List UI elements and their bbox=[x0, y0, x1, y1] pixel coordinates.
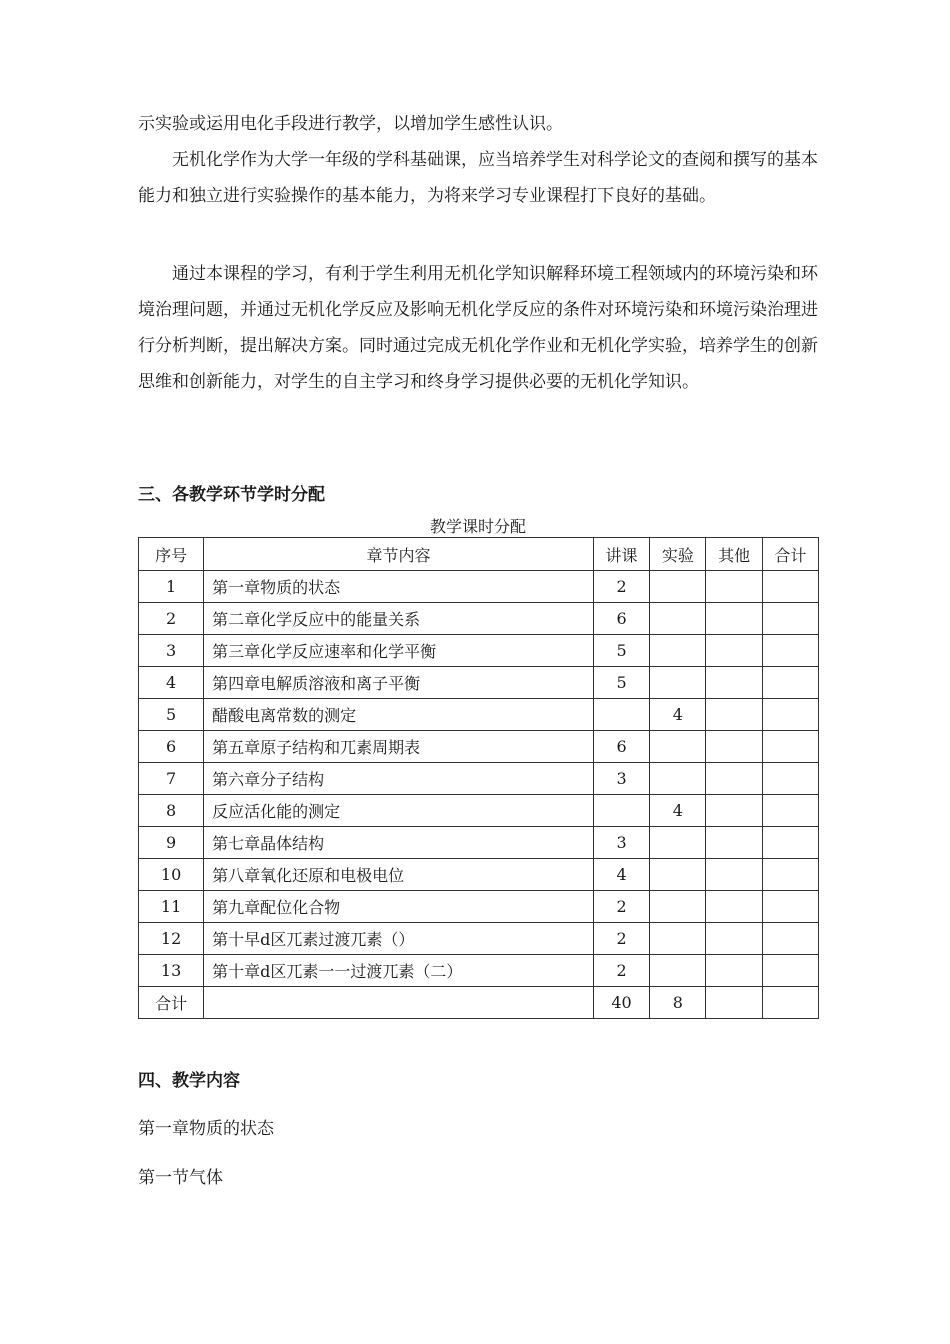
table-row bbox=[139, 699, 819, 731]
cell-other bbox=[706, 571, 762, 603]
table-caption: 教学课时分配 bbox=[429, 517, 526, 536]
header-total: 合计 bbox=[762, 538, 818, 571]
table-header-row bbox=[139, 538, 819, 571]
header-chapter: 章节内容 bbox=[204, 538, 594, 571]
cell-chapter: 第一章物质的状态 bbox=[204, 571, 594, 603]
cell-chapter: 醋酸电离常数的测定 bbox=[204, 699, 594, 731]
cell-other bbox=[706, 667, 762, 699]
cell-lab bbox=[650, 763, 706, 795]
cell-lecture: 6 bbox=[593, 731, 649, 763]
cell-total bbox=[762, 635, 818, 667]
cell-lab bbox=[650, 667, 706, 699]
header-no: 序号 bbox=[139, 538, 204, 571]
cell-other bbox=[706, 859, 762, 891]
cell-no: 5 bbox=[139, 699, 204, 731]
cell-other bbox=[706, 699, 762, 731]
cell-lecture: 2 bbox=[593, 571, 649, 603]
total-lecture: 40 bbox=[593, 987, 649, 1019]
table-row bbox=[139, 795, 819, 827]
cell-lecture bbox=[593, 795, 649, 827]
total-lab: 8 bbox=[650, 987, 706, 1019]
cell-total bbox=[762, 603, 818, 635]
cell-other bbox=[706, 763, 762, 795]
cell-chapter: 第十早d区兀素过渡兀素（） bbox=[204, 923, 594, 955]
cell-no: 10 bbox=[139, 859, 204, 891]
table-row bbox=[139, 763, 819, 795]
cell-total bbox=[762, 795, 818, 827]
total-label: 合计 bbox=[139, 987, 204, 1019]
cell-no: 7 bbox=[139, 763, 204, 795]
table-total-row bbox=[139, 987, 819, 1019]
cell-no: 11 bbox=[139, 891, 204, 923]
cell-lab: 4 bbox=[650, 699, 706, 731]
cell-lab bbox=[650, 827, 706, 859]
cell-chapter: 第七章晶体结构 bbox=[204, 827, 594, 859]
cell-chapter: 第四章电解质溶液和离子平衡 bbox=[204, 667, 594, 699]
header-lecture: 讲课 bbox=[593, 538, 649, 571]
cell-lecture: 6 bbox=[593, 603, 649, 635]
cell-lab bbox=[650, 603, 706, 635]
section-heading-content: 四、教学内容 bbox=[138, 1071, 240, 1091]
cell-total bbox=[762, 859, 818, 891]
header-other: 其他 bbox=[706, 538, 762, 571]
section-title: 第一节气体 bbox=[138, 1168, 223, 1188]
cell-other bbox=[706, 603, 762, 635]
table-row bbox=[139, 571, 819, 603]
table-row bbox=[139, 635, 819, 667]
cell-total bbox=[762, 955, 818, 987]
cell-other bbox=[706, 635, 762, 667]
cell-lecture: 3 bbox=[593, 827, 649, 859]
cell-lecture: 4 bbox=[593, 859, 649, 891]
table-row bbox=[139, 827, 819, 859]
cell-other bbox=[706, 827, 762, 859]
cell-no: 13 bbox=[139, 955, 204, 987]
cell-chapter: 第十章d区兀素一一过渡兀素（二） bbox=[204, 955, 594, 987]
cell-other bbox=[706, 731, 762, 763]
cell-lecture: 2 bbox=[593, 891, 649, 923]
cell-chapter: 第八章氧化还原和电极电位 bbox=[204, 859, 594, 891]
table-row bbox=[139, 955, 819, 987]
cell-other bbox=[706, 955, 762, 987]
cell-chapter: 反应活化能的测定 bbox=[204, 795, 594, 827]
header-lab: 实验 bbox=[650, 538, 706, 571]
cell-total bbox=[762, 763, 818, 795]
cell-total bbox=[762, 699, 818, 731]
cell-no: 9 bbox=[139, 827, 204, 859]
cell-no: 2 bbox=[139, 603, 204, 635]
table-row bbox=[139, 667, 819, 699]
cell-lab bbox=[650, 859, 706, 891]
cell-total bbox=[762, 923, 818, 955]
cell-no: 3 bbox=[139, 635, 204, 667]
cell-no: 4 bbox=[139, 667, 204, 699]
cell-total bbox=[762, 827, 818, 859]
cell-no: 1 bbox=[139, 571, 204, 603]
cell-chapter: 第九章配位化合物 bbox=[204, 891, 594, 923]
cell-lecture: 2 bbox=[593, 923, 649, 955]
table-row bbox=[139, 923, 819, 955]
chapter-title: 第一章物质的状态 bbox=[138, 1119, 274, 1139]
total-chapter bbox=[204, 987, 594, 1019]
cell-other bbox=[706, 795, 762, 827]
table-row bbox=[139, 603, 819, 635]
table-row bbox=[139, 859, 819, 891]
cell-lab: 4 bbox=[650, 795, 706, 827]
cell-lecture: 3 bbox=[593, 763, 649, 795]
total-other bbox=[706, 987, 762, 1019]
paragraph-course-role: 无机化学作为大学一年级的学科基础课，应当培养学生对科学论文的查阅和撰写的基本能力和独立进行实验操作的基本能力，为将来学习专业课程打下良好的基础。 bbox=[138, 150, 818, 206]
cell-chapter: 第六章分子结构 bbox=[204, 763, 594, 795]
cell-lab bbox=[650, 955, 706, 987]
cell-other bbox=[706, 923, 762, 955]
cell-chapter: 第三章化学反应速率和化学平衡 bbox=[204, 635, 594, 667]
cell-lab bbox=[650, 731, 706, 763]
cell-chapter: 第二章化学反应中的能量关系 bbox=[204, 603, 594, 635]
cell-chapter: 第五章原子结构和兀素周期表 bbox=[204, 731, 594, 763]
paragraph-continuation: 示实验或运用电化手段进行教学，以增加学生感性认识。 bbox=[138, 114, 563, 134]
cell-no: 8 bbox=[139, 795, 204, 827]
cell-no: 6 bbox=[139, 731, 204, 763]
cell-total bbox=[762, 571, 818, 603]
cell-total bbox=[762, 891, 818, 923]
cell-lab bbox=[650, 923, 706, 955]
cell-lab bbox=[650, 891, 706, 923]
cell-other bbox=[706, 891, 762, 923]
cell-lab bbox=[650, 635, 706, 667]
cell-no: 12 bbox=[139, 923, 204, 955]
cell-lecture: 5 bbox=[593, 635, 649, 667]
cell-total bbox=[762, 731, 818, 763]
table-row bbox=[139, 731, 819, 763]
table-row bbox=[139, 891, 819, 923]
cell-lecture bbox=[593, 699, 649, 731]
cell-lab bbox=[650, 571, 706, 603]
teaching-hours-table bbox=[138, 537, 819, 1019]
section-heading-hours: 三、各教学环节学时分配 bbox=[138, 485, 325, 505]
cell-total bbox=[762, 667, 818, 699]
cell-lecture: 5 bbox=[593, 667, 649, 699]
paragraph-course-goals: 通过本课程的学习，有利于学生利用无机化学知识解释环境工程领域内的环境污染和环境治理问题，并通过无机化学反应及影响无机化学反应的条件对环境污染和环境污染治理进行分析判断，提出解决方案。同时通过完成无机化学作业和无机化学实验，培养学生的创新思维和创新能力，对学生的自主学习和终身学习提供必要的无机化学知识。 bbox=[138, 264, 818, 392]
cell-lecture: 2 bbox=[593, 955, 649, 987]
total-total bbox=[762, 987, 818, 1019]
